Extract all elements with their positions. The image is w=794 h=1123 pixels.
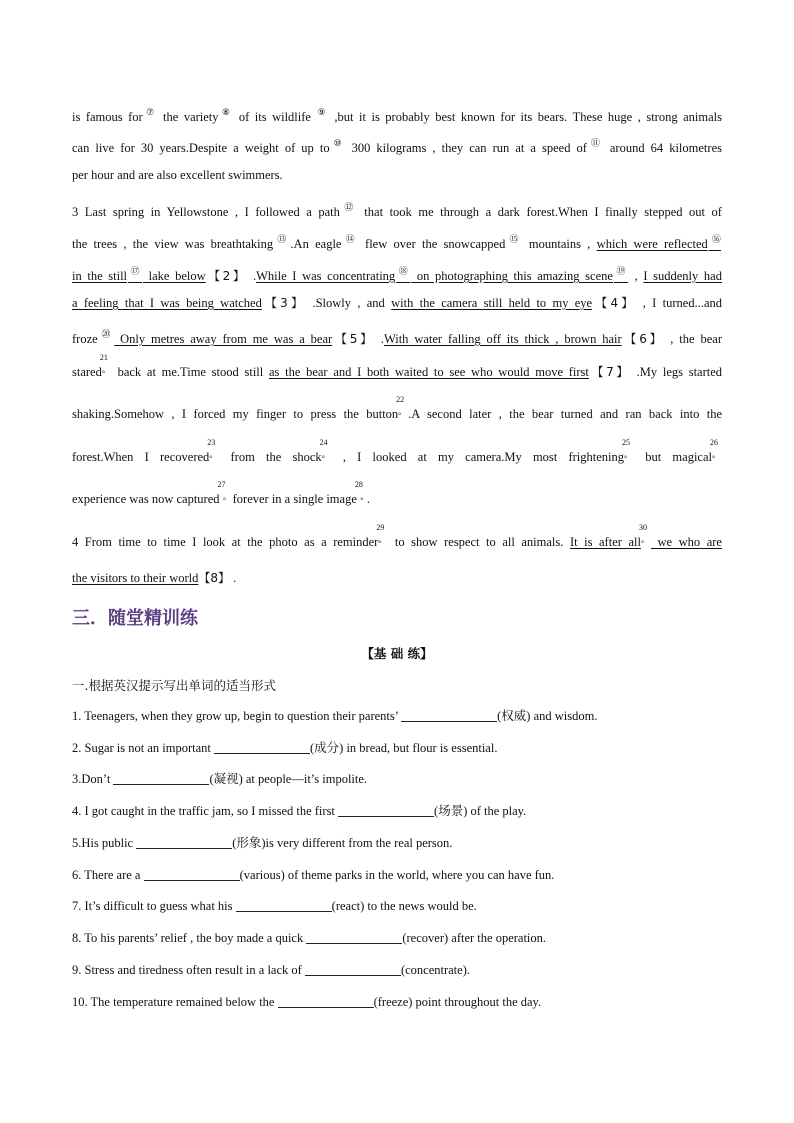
exercise-item: 4. I got caught in the traffic jam, so I missed the first (场景) of the play.	[72, 804, 527, 818]
answer-blank[interactable]	[278, 995, 374, 1008]
exercise-item: 10. The temperature remained below the (freeze) point throughout the day.	[72, 995, 542, 1009]
answer-blank[interactable]	[401, 709, 497, 722]
mark-2: 【2】	[205, 269, 248, 283]
answer-blank[interactable]	[113, 772, 209, 785]
footnote-marker: 29 °	[376, 523, 385, 548]
exercise-item: 7. It’s difficult to guess what his (react) to the news would be.	[72, 899, 477, 913]
footnote-marker: 24 °	[319, 438, 328, 463]
exercise-item: 8. To his parents’ relief , the boy made a quick (recover) after the operation.	[72, 931, 547, 945]
passage-line-6: in the still⑰ lake below【2】 .While I was concentrating⑱ on photographing this amazing scene⑲ , I suddenly had	[72, 266, 722, 283]
mark-7: 【7】	[588, 365, 631, 379]
mark-5: 【5】	[332, 332, 375, 346]
mark-8: 【8】	[198, 571, 231, 585]
exercise-instruction: 一.根据英汉提示写出单词的适当形式	[72, 678, 276, 693]
passage-line-14: the visitors to their world【8】 .	[72, 571, 237, 585]
footnote-marker: 25 °	[622, 438, 631, 463]
passage-line-13: 4 From time to time I look at the photo as a reminder 29 ° to show respect to all animals. It is after all 30 ° we who are	[72, 534, 722, 552]
exercise-item: 3.Don’t (凝视) at people—it’s impolite.	[72, 772, 368, 786]
answer-blank[interactable]	[305, 963, 401, 976]
passage-line-5: the trees , the view was breathtaking⑬.An eagle⑭ flew over the snowcapped⑮ mountains , which were reflected⑯	[72, 234, 721, 251]
section-subtitle: 【基 础 练】	[361, 646, 433, 661]
answer-blank[interactable]	[214, 741, 310, 754]
passage-line-12: experience was now captured 27 ° forever in a single image 28 ° .	[72, 491, 722, 509]
underlined-phrase: which were reflected⑯	[596, 234, 721, 251]
passage-line-10: shaking.Somehow , I forced my finger to press the button 22 ° .A second later , the bear turned and ran back into the	[72, 406, 722, 424]
exercise-item: 1. Teenagers, when they grow up, begin to question their parents’ (权威) and wisdom.	[72, 709, 598, 723]
footnote-marker: 26 °	[709, 438, 718, 463]
exercise-item: 6. There are a (various) of theme parks in the world, where you can have fun.	[72, 868, 555, 882]
mark-4: 【4】	[592, 296, 637, 310]
answer-blank[interactable]	[236, 899, 332, 912]
footnote-marker: 30 °	[638, 523, 647, 548]
exercise-item: 5.His public (形象)is very different from the real person.	[72, 836, 453, 850]
section-title: 三．随堂精训练	[72, 608, 198, 629]
passage-line-4: 3 Last spring in Yellowstone , I followed a path⑫ that took me through a dark forest.When I finally stepped out of	[72, 202, 722, 219]
passage-line-7: a feeling that I was being watched【3】 .Slowly , and with the camera still held to my eye【4】 , I turned...and	[72, 296, 722, 310]
exercise-item: 2. Sugar is not an important (成分) in bread, but flour is essential.	[72, 741, 498, 755]
mark-6: 【6】	[621, 332, 665, 346]
passage-line-9: stared 21 ° back at me.Time stood still as the bear and I both waited to see who would move first【7】 .My legs started	[72, 364, 722, 382]
answer-blank[interactable]	[338, 804, 434, 817]
footnote-marker: 27 °	[217, 480, 227, 505]
passage-line-1: is famous for⑦ the variety⑧ of its wildlife ⑨ ,but it is probably best known for its bears. These huge , strong animals	[72, 107, 722, 124]
passage-line-11: forest.When I recovered 23 ° from the shock 24 ° , I looked at my camera.My most frightening 25 ° but magical 26 °	[72, 449, 722, 467]
answer-blank[interactable]	[144, 868, 240, 881]
passage-line-8: froze⑳ Only metres away from me was a bear【5】 .With water falling off its thick , brown hair【6】 , the bear	[72, 329, 722, 346]
footnote-marker: 22 °	[396, 395, 405, 420]
passage-line-3: per hour and are also excellent swimmers.	[72, 168, 283, 182]
exercise-item: 9. Stress and tiredness often result in a lack of (concentrate).	[72, 963, 470, 977]
footnote-marker: 28 °	[354, 480, 364, 505]
answer-blank[interactable]	[306, 931, 402, 944]
answer-blank[interactable]	[136, 836, 232, 849]
footnote-marker: 23 °	[207, 438, 216, 463]
mark-3: 【3】	[261, 296, 307, 310]
passage-line-2: can live for 30 years.Despite a weight of up to⑩ 300 kilograms , they can run at a speed of⑪ around 64 kilometres	[72, 138, 722, 155]
footnote-marker: 21 °	[99, 353, 108, 378]
